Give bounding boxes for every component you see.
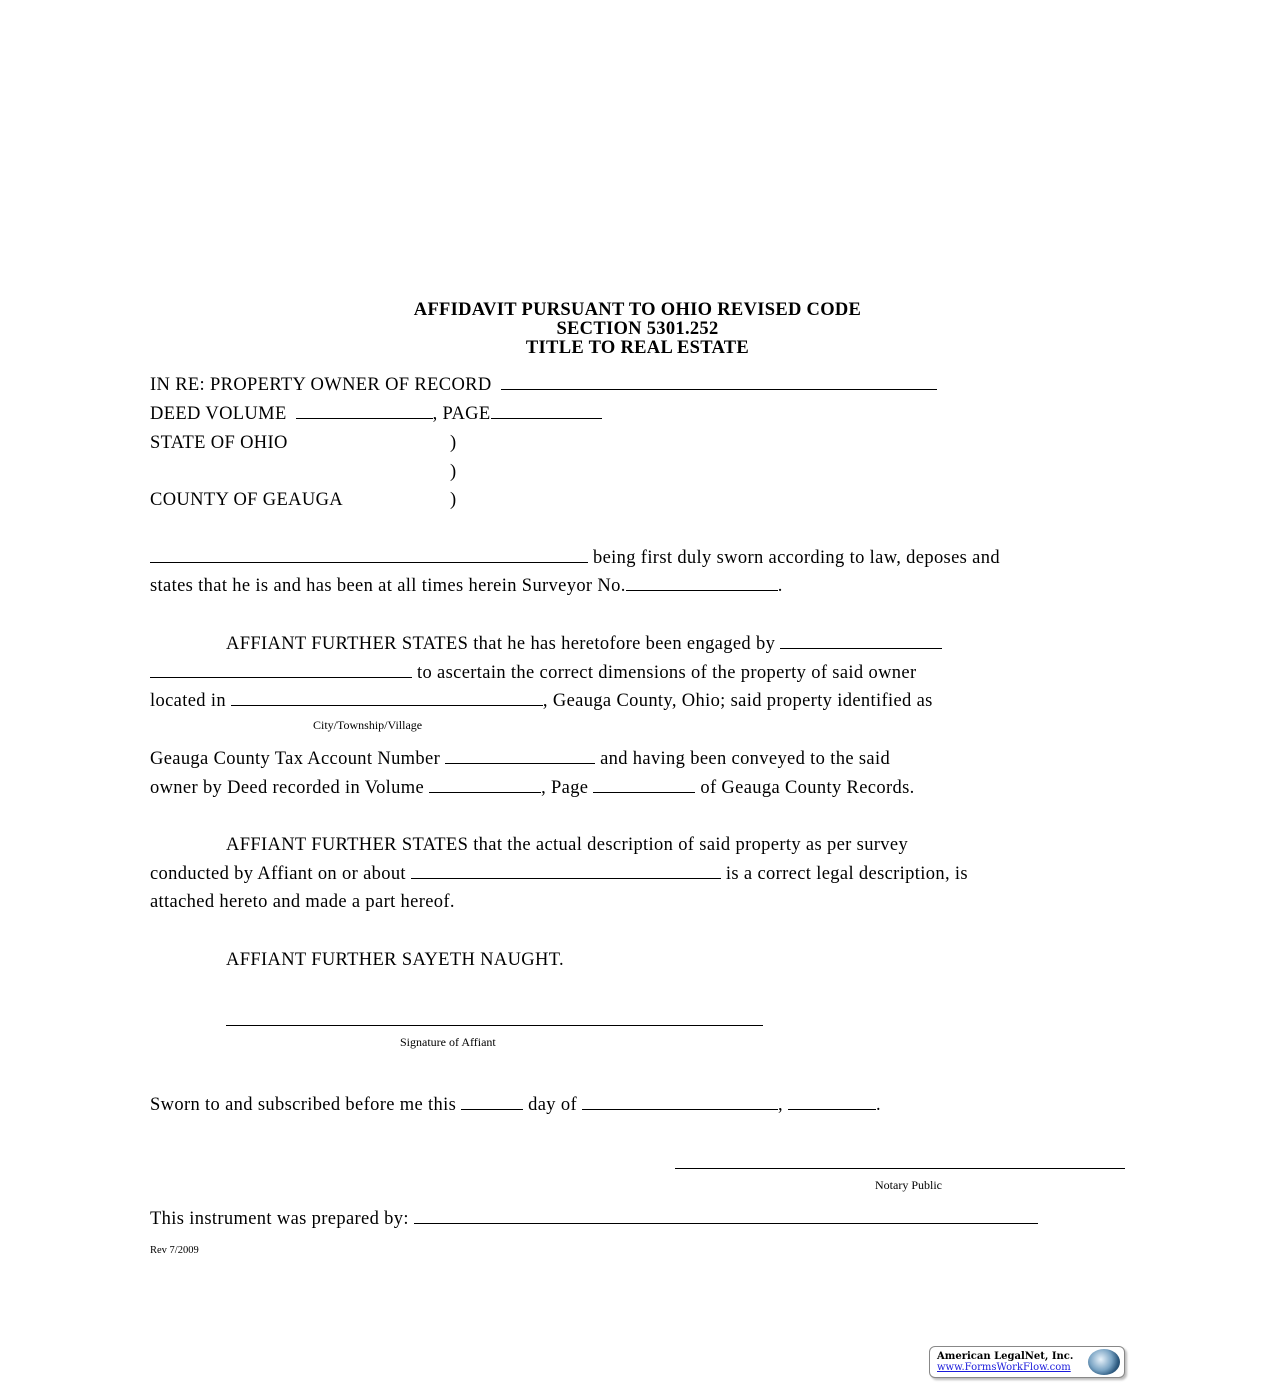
sayeth-naught: AFFIANT FURTHER SAYETH NAUGHT. bbox=[226, 950, 564, 970]
engaged-by-field[interactable] bbox=[780, 634, 942, 649]
revision-label: Rev 7/2009 bbox=[150, 1245, 199, 1256]
located-in-label: located in bbox=[150, 691, 226, 711]
period: . bbox=[777, 576, 783, 596]
affiant-signature-line[interactable] bbox=[226, 1025, 763, 1026]
para1-line1-text: being first duly sworn according to law, deposes and bbox=[592, 548, 1000, 568]
signature-of-affiant-caption: Signature of Affiant bbox=[400, 1035, 496, 1049]
para2-line1 bbox=[226, 634, 942, 655]
para3-line2-text: is a correct legal description, is bbox=[725, 864, 968, 884]
deed-volume-field[interactable] bbox=[296, 404, 433, 419]
logo-company-name: American LegalNet, Inc. bbox=[937, 1351, 1074, 1362]
title-line-3: TITLE TO REAL ESTATE bbox=[525, 338, 750, 358]
survey-date-field[interactable] bbox=[411, 864, 721, 879]
records-page-label: , Page bbox=[541, 778, 589, 798]
sworn-month-field[interactable] bbox=[582, 1095, 778, 1110]
deed-volume-label: DEED VOLUME bbox=[150, 404, 287, 424]
tax-account-number-field[interactable] bbox=[445, 749, 595, 764]
american-legalnet-logo[interactable] bbox=[929, 1346, 1125, 1378]
venue-paren-2: ) bbox=[450, 462, 457, 482]
records-volume-field[interactable] bbox=[429, 778, 541, 793]
para2-line2 bbox=[150, 663, 916, 684]
city-township-village-caption: City/Township/Village bbox=[313, 718, 423, 732]
para2-line4 bbox=[150, 749, 890, 770]
para2-line2-text: to ascertain the correct dimensions of the property of said owner bbox=[416, 663, 917, 683]
logo-url-link[interactable]: www.FormsWorkFlow.com bbox=[937, 1362, 1071, 1373]
para1-line2-text: states that he is and has been at all times herein Surveyor No. bbox=[150, 576, 626, 596]
affiant-name-field[interactable] bbox=[150, 548, 588, 563]
para2-line1-text: AFFIANT FURTHER STATES that he has heretofore been engaged by bbox=[226, 634, 776, 654]
owner-of-record-row bbox=[150, 375, 937, 396]
sworn-line bbox=[150, 1095, 881, 1116]
notary-public-caption: Notary Public bbox=[875, 1178, 942, 1192]
sworn-year-field[interactable] bbox=[788, 1095, 876, 1110]
records-page-field[interactable] bbox=[593, 778, 695, 793]
para2-line3-text: , Geauga County, Ohio; said property identified as bbox=[542, 691, 933, 711]
survey-date-label: conducted by Affiant on or about bbox=[150, 864, 406, 884]
para2-line3 bbox=[150, 691, 933, 712]
deed-volume-row bbox=[150, 404, 602, 425]
sworn-day-field[interactable] bbox=[461, 1095, 523, 1110]
owner-of-record-label: IN RE: PROPERTY OWNER OF RECORD bbox=[150, 375, 492, 395]
para1-line1 bbox=[150, 548, 1000, 569]
tax-account-label: Geauga County Tax Account Number bbox=[150, 749, 441, 769]
period: . bbox=[875, 1095, 881, 1115]
para2-line5-text: of Geauga County Records. bbox=[700, 778, 915, 798]
prepared-by-label: This instrument was prepared by: bbox=[150, 1209, 409, 1229]
notary-signature-line[interactable] bbox=[675, 1168, 1125, 1169]
para3-line2 bbox=[150, 864, 968, 885]
day-of-label: day of bbox=[528, 1095, 577, 1115]
para3-line3: attached hereto and made a part hereof. bbox=[150, 892, 455, 912]
sworn-label: Sworn to and subscribed before me this bbox=[150, 1095, 457, 1115]
para3-line1: AFFIANT FURTHER STATES that the actual description of said property as per survey bbox=[226, 835, 909, 855]
venue-paren-1: ) bbox=[450, 433, 457, 453]
deed-recorded-label: owner by Deed recorded in Volume bbox=[150, 778, 425, 798]
para2-line4-text: and having been conveyed to the said bbox=[600, 749, 891, 769]
title-line-1: AFFIDAVIT PURSUANT TO OHIO REVISED CODE bbox=[413, 300, 862, 320]
para1-line2 bbox=[150, 576, 783, 597]
title-line-2: SECTION 5301.252 bbox=[556, 319, 719, 339]
county-label: COUNTY OF GEAUGA bbox=[150, 490, 343, 510]
engaged-by-field-cont[interactable] bbox=[150, 663, 412, 678]
page-label: , PAGE bbox=[432, 404, 491, 424]
surveyor-number-field[interactable] bbox=[626, 576, 778, 591]
owner-of-record-field[interactable] bbox=[501, 375, 937, 390]
state-label: STATE OF OHIO bbox=[150, 433, 288, 453]
venue-paren-3: ) bbox=[450, 490, 457, 510]
globe-icon bbox=[1088, 1349, 1120, 1375]
city-township-village-field[interactable] bbox=[231, 691, 543, 706]
deed-page-field[interactable] bbox=[491, 404, 602, 419]
prepared-by-row bbox=[150, 1209, 1038, 1230]
prepared-by-field[interactable] bbox=[414, 1209, 1038, 1224]
comma: , bbox=[777, 1095, 783, 1115]
para2-line5 bbox=[150, 778, 915, 799]
